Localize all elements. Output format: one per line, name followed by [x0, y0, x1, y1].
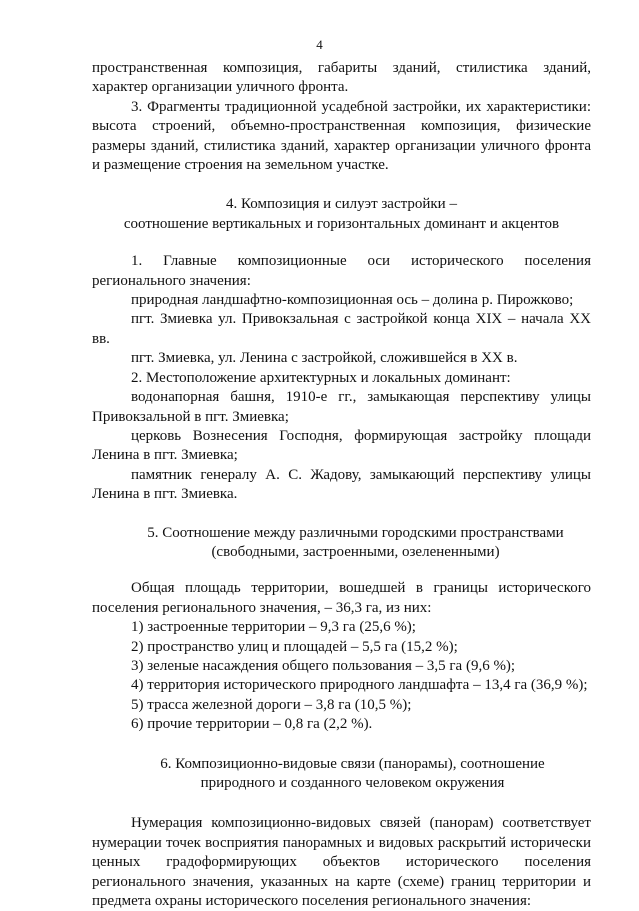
section-4-heading-line-1: 4. Композиция и силуэт застройки –: [226, 196, 457, 213]
section-4-heading: [92, 195, 591, 234]
intro-paragraph-2: 3. Фрагменты традиционной усадебной застройки, их характеристики: высота строений, объемно-пространственная композиция, физические размеры зданий, стилистика зданий, характер организации уличного фронта и размещение строения на земельном участке.: [92, 98, 591, 174]
section-4-item-1: 1. Главные композиционные оси исторического поселения регионального значения:: [92, 253, 591, 289]
section-4-item-2-c: памятник генералу А. С. Жадову, замыкающий перспективу улицы Ленина в пгт. Змиевка.: [92, 466, 591, 503]
list-item: 5) трасса железной дороги – 3,8 га (10,5 %);: [131, 696, 412, 713]
list-item: 6) прочие территории – 0,8 га (2,2 %).: [131, 716, 373, 733]
list-item: 3) зеленые насаждения общего пользования – 3,5 га (9,6 %);: [131, 657, 516, 674]
section-6-heading: [92, 755, 591, 794]
section-6-paragraph: Нумерация композиционно-видовых связей (панорам) соответствует нумерации точек восприятия панорамных и видовых раскрытий исторически ценных градоформирующих объектов исторического поселения регионального значения, указанных на карте (схеме) границ территории и предмета охраны исторического поселения регионального значения:: [92, 815, 591, 910]
section-5-heading-line-1: 5. Соотношение между различными городскими пространствами: [147, 524, 564, 541]
section-5-intro: Общая площадь территории, вошедшей в границы исторического поселения регионального значения, – 36,3 га, из них:: [92, 580, 591, 616]
list-item: 4) территория исторического природного ландшафта – 13,4 га (36,9 %);: [131, 677, 588, 694]
section-5-list: [92, 618, 591, 734]
section-5-heading-line-2: (свободными, застроенными, озелененными): [211, 543, 500, 560]
page-number: 4: [316, 37, 323, 52]
document-body: [92, 59, 591, 911]
section-6-heading-line-2: природного и созданного человеком окружения: [200, 775, 505, 791]
section-5-heading: [92, 524, 591, 563]
list-item: 2) пространство улиц и площадей – 5,5 га (15,2 %);: [131, 638, 458, 655]
section-4-item-1-b: пгт. Змиевка ул. Привокзальная с застройкой конца XIX – начала XX вв.: [92, 311, 591, 347]
intro-paragraph-1: пространственная композиция, габариты зданий, стилистика зданий, характер организации уличного фронта.: [92, 60, 591, 96]
section-4-item-1-a: природная ландшафтно-композиционная ось – долина р. Пирожково;: [131, 292, 574, 309]
section-4-item-2-a: водонапорная башня, 1910-е гг., замыкающая перспективу улицы Привокзальной в пгт. Змиевка;: [92, 389, 591, 425]
section-4-item-1-c: пгт. Змиевка, ул. Ленина с застройкой, сложившейся в XX в.: [131, 350, 518, 367]
section-4-item-2-b: церковь Вознесения Господня, формирующая застройку площади Ленина в пгт. Змиевка;: [92, 427, 591, 464]
section-6-heading-line-1: 6. Композиционно-видовые связи (панорамы), соотношение: [160, 755, 545, 772]
section-4-item-2: 2. Местоположение архитектурных и локальных доминант:: [131, 369, 511, 386]
list-item: 1) застроенные территории – 9,3 га (25,6 %);: [131, 619, 416, 636]
section-4-heading-line-2: соотношение вертикальных и горизонтальных доминант и акцентов: [123, 215, 560, 232]
